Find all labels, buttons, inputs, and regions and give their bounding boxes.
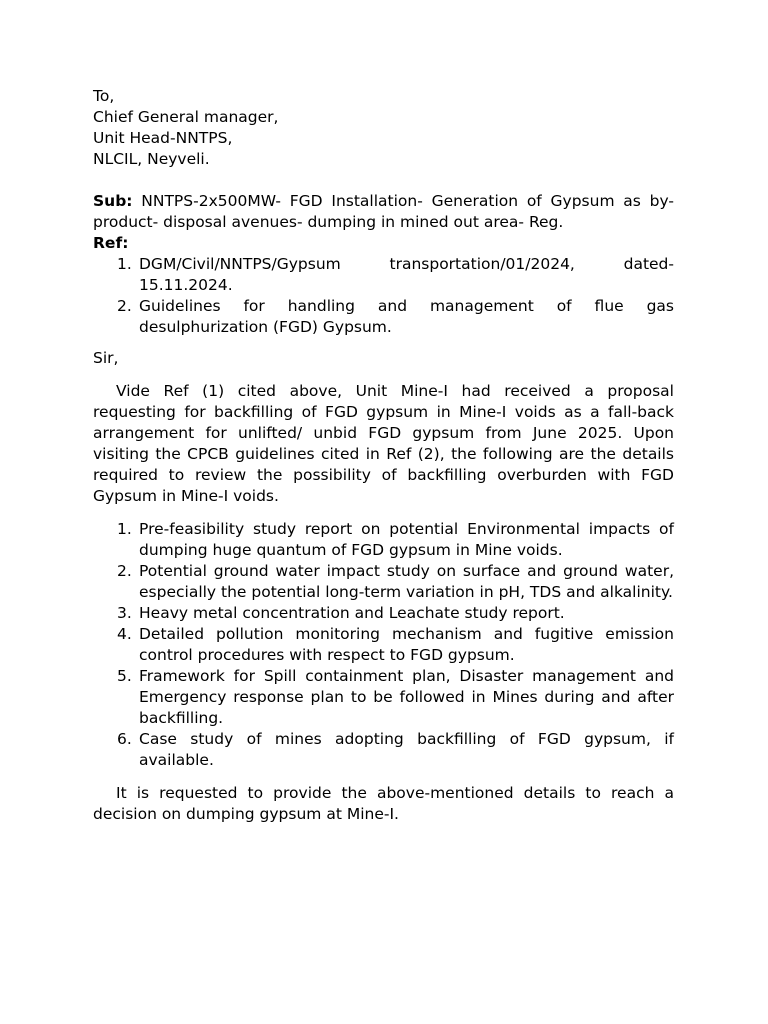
subject-text: NNTPS-2x500MW- FGD Installation- Generation of Gypsum as by-product- disposal avenues- dumping in mined out area- Reg. [93, 192, 674, 231]
address-line-3: NLCIL, Neyveli. [93, 150, 210, 168]
requirement-item [93, 519, 674, 561]
requirement-text: Potential ground water impact study on surface and ground water, especially the potential long-term variation in pH, TDS and alkalinity. [139, 562, 674, 601]
requirement-item [93, 624, 674, 666]
requirement-text: Heavy metal concentration and Leachate study report. [139, 604, 565, 622]
reference-number: 1. [117, 255, 132, 273]
reference-item [93, 254, 674, 296]
reference-text: Guidelines for handling and management of flue gas desulphurization (FGD) Gypsum. [139, 297, 674, 336]
requirement-text: Case study of mines adopting backfilling of FGD gypsum, if available. [139, 730, 674, 769]
address-line-1: Chief General manager, [93, 108, 279, 126]
requirement-number: 2. [117, 562, 132, 580]
reference-list [93, 254, 674, 338]
reference-number: 2. [117, 297, 132, 315]
reference-text: DGM/Civil/NNTPS/Gypsum transportation/01/2024, dated-15.11.2024. [139, 255, 674, 294]
requirement-text: Framework for Spill containment plan, Disaster management and Emergency response plan to be followed in Mines during and after backfilling. [139, 667, 674, 727]
requirement-number: 1. [117, 520, 132, 538]
body-paragraph-1: Vide Ref (1) cited above, Unit Mine-I had received a proposal requesting for backfilling of FGD gypsum in Mine-I voids as a fall-back arrangement for unlifted/ unbid FGD gypsum from June 2025. Upon visiting the CPCB guidelines cited in Ref (2), the following are the details required to review the possibility of backfilling overburden with FGD Gypsum in Mine-I voids. [93, 382, 674, 505]
requirement-number: 5. [117, 667, 132, 685]
subject-label: Sub: [93, 192, 133, 210]
address-block [93, 86, 674, 170]
reference-label: Ref: [93, 234, 129, 252]
subject-line [93, 191, 674, 233]
requirement-number: 3. [117, 604, 132, 622]
reference-item [93, 296, 674, 338]
requirement-item [93, 603, 674, 624]
requirement-number: 6. [117, 730, 132, 748]
requirement-item [93, 666, 674, 729]
requirements-list [93, 519, 674, 771]
requirement-item [93, 561, 674, 603]
requirement-item [93, 729, 674, 771]
requirement-text: Detailed pollution monitoring mechanism and fugitive emission control procedures with respect to FGD gypsum. [139, 625, 674, 664]
address-to: To, [93, 87, 115, 105]
requirement-text: Pre-feasibility study report on potential Environmental impacts of dumping huge quantum of FGD gypsum in Mine voids. [139, 520, 674, 559]
address-line-2: Unit Head-NNTPS, [93, 129, 233, 147]
body-paragraph-2: It is requested to provide the above-mentioned details to reach a decision on dumping gypsum at Mine-I. [93, 784, 674, 823]
letter-content [93, 86, 674, 825]
salutation: Sir, [93, 349, 119, 367]
requirement-number: 4. [117, 625, 132, 643]
